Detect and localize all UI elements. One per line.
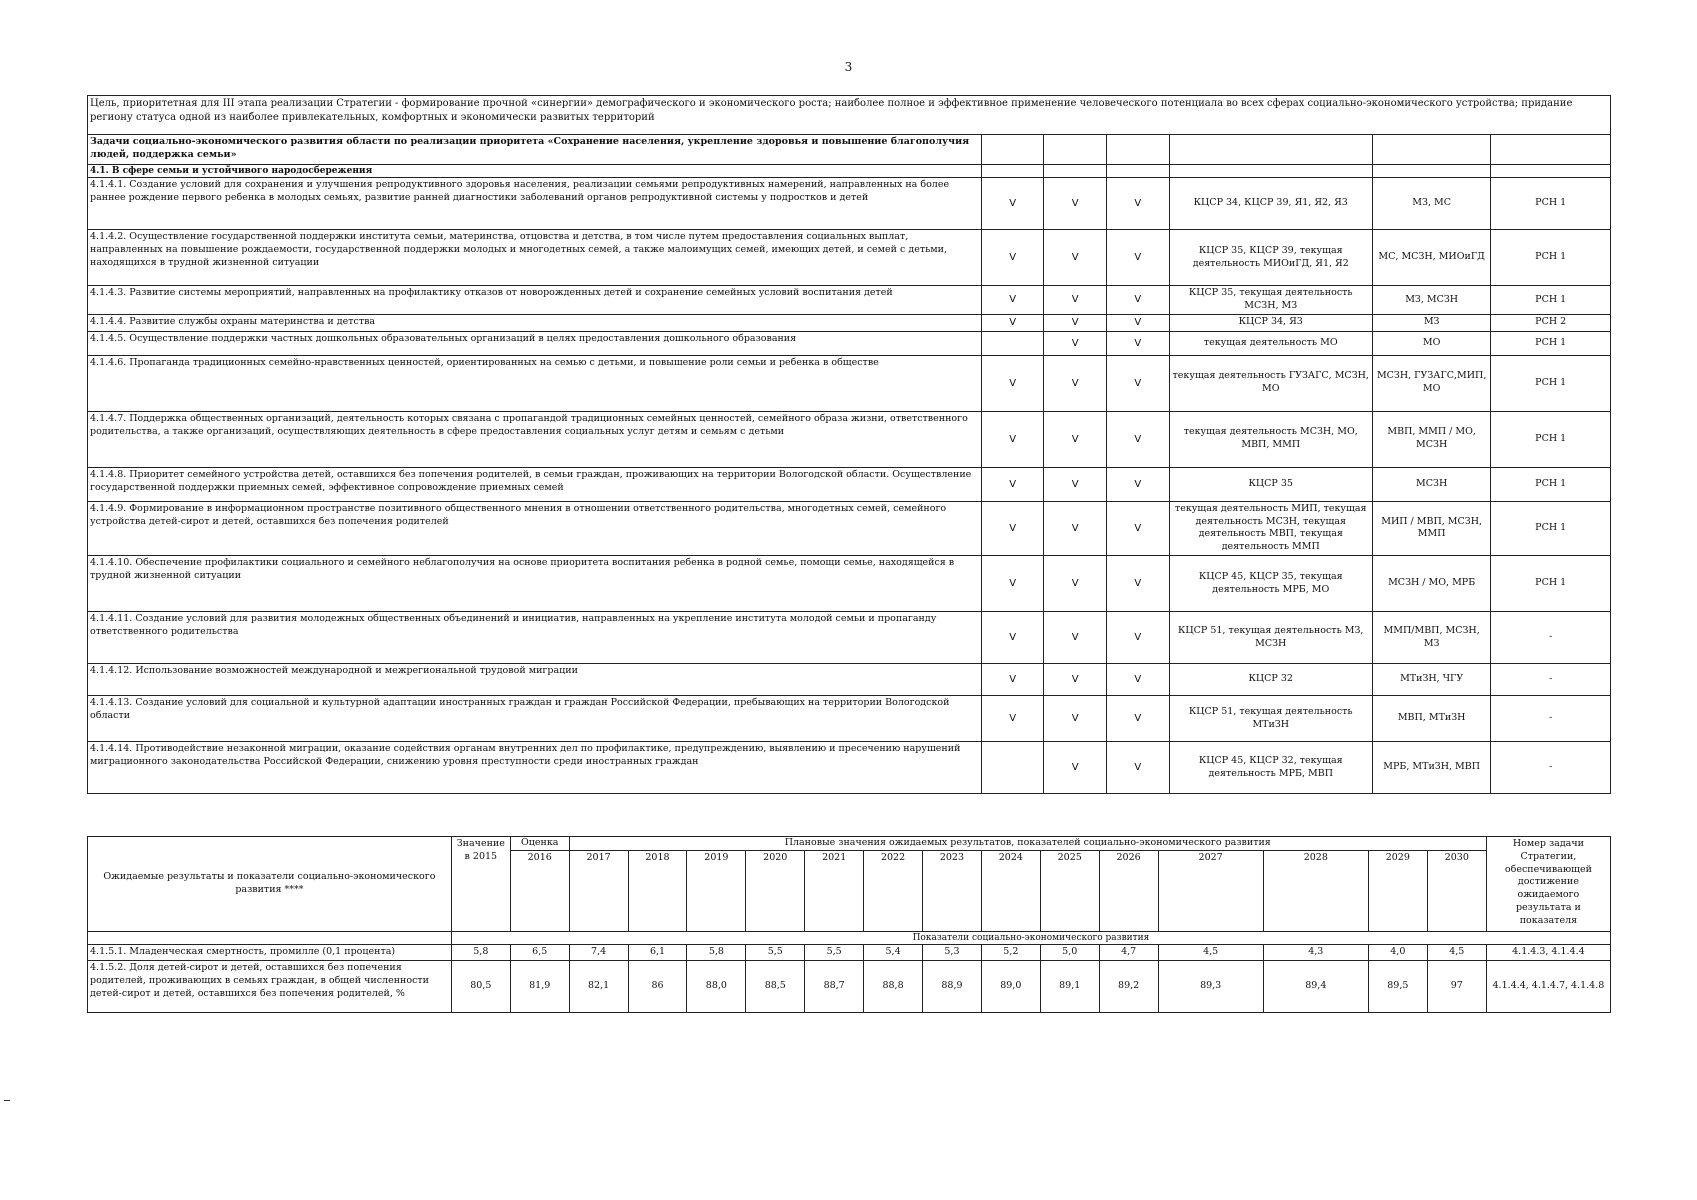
task-executors: МТиЗН, ЧГУ <box>1372 664 1490 696</box>
task-row <box>88 696 1611 742</box>
section-row <box>88 165 1611 178</box>
indicator-value: 89,4 <box>1263 960 1368 1012</box>
results-header-top <box>88 837 1611 851</box>
task-text: 4.1.4.11. Создание условий для развития молодежных общественных объединений и инициатив, направленных на укрепление института молодой семьи и пропаганду ответственного родительства <box>88 612 982 664</box>
year-header: 2025 <box>1040 850 1099 931</box>
indicator-value: 4,3 <box>1263 945 1368 961</box>
task-executors: МВП, МТиЗН <box>1372 696 1490 742</box>
indicator-value: 5,3 <box>923 945 982 961</box>
year-header: 2020 <box>746 850 805 931</box>
header-estimate: Оценка <box>510 837 569 851</box>
task-mark-stage1: V <box>981 664 1044 696</box>
task-executors: ММП/МВП, МСЗН, МЗ <box>1372 612 1490 664</box>
task-row <box>88 355 1611 411</box>
task-code: РСН 1 <box>1491 230 1611 286</box>
task-text: 4.1.4.6. Пропаганда традиционных семейно-нравственных ценностей, ориентированных на семью с детьми, и повышение роли семьи и ребенка в обществе <box>88 355 982 411</box>
task-text: 4.1.4.8. Приоритет семейного устройства детей, оставшихся без попечения родителей, в семьи граждан, проживающих на территории Вологодской области. Осуществление государственной поддержки приемных семей, эффективное сопровождение приемных семей <box>88 467 982 501</box>
task-mark-stage2: V <box>1044 612 1107 664</box>
tasks-header-row <box>88 135 1611 165</box>
indicator-value: 4,5 <box>1158 945 1263 961</box>
year-header: 2016 <box>510 850 569 931</box>
task-text: 4.1.4.5. Осуществление поддержки частных дошкольных образовательных организаций в целях предоставления дошкольного образования <box>88 331 982 355</box>
task-mark-stage2: V <box>1044 501 1107 555</box>
indicator-label: 4.1.5.1. Младенческая смертность, промилле (0,1 процента) <box>88 945 452 961</box>
year-header: 2029 <box>1368 850 1427 931</box>
task-row <box>88 612 1611 664</box>
task-code: - <box>1491 664 1611 696</box>
indicator-value: 5,8 <box>687 945 746 961</box>
indicator-task-numbers: 4.1.4.4, 4.1.4.7, 4.1.4.8 <box>1486 960 1610 1012</box>
task-text: 4.1.4.10. Обеспечение профилактики социального и семейного неблагополучия на основе приоритета воспитания ребенка в родной семье, помощи семье, находящейся в трудной жизненной ситуации <box>88 556 982 612</box>
indicator-value: 88,0 <box>687 960 746 1012</box>
task-executors: МЗ, МС <box>1372 178 1490 230</box>
indicator-value: 5,0 <box>1040 945 1099 961</box>
task-mark-stage1: V <box>981 355 1044 411</box>
indicator-value: 82,1 <box>569 960 628 1012</box>
task-mark-stage3: V <box>1107 742 1170 794</box>
section-title: 4.1. В сфере семьи и устойчивого народосбережения <box>88 165 982 178</box>
task-documents: текущая деятельность МСЗН, МО, МВП, ММП <box>1169 411 1372 467</box>
task-mark-stage3: V <box>1107 331 1170 355</box>
task-mark-stage2: V <box>1044 331 1107 355</box>
task-code: - <box>1491 742 1611 794</box>
task-mark-stage2: V <box>1044 178 1107 230</box>
task-text: 4.1.4.1. Создание условий для сохранения и улучшения репродуктивного здоровья населения, реализации семьями репродуктивных намерений, направленных на более раннее рождение первого ребенка в молодых семьях, развитие ранней диагностики заболеваний органов репродуктивной системы у подростков и детей <box>88 178 982 230</box>
task-row <box>88 742 1611 794</box>
task-text: 4.1.4.9. Формирование в информационном пространстве позитивного общественного мнения в отношении ответственного родительства, многодетных семей, семейного устройства детей-сирот и детей, оставшихся без попечения родителей <box>88 501 982 555</box>
task-code: РСН 1 <box>1491 556 1611 612</box>
task-documents: КЦСР 35 <box>1169 467 1372 501</box>
task-code: РСН 1 <box>1491 286 1611 315</box>
margin-mark <box>4 1100 10 1101</box>
indicator-value: 5,4 <box>864 945 923 961</box>
indicator-value: 81,9 <box>510 960 569 1012</box>
page-number: 3 <box>844 60 853 74</box>
task-code: РСН 1 <box>1491 331 1611 355</box>
header-planned: Плановые значения ожидаемых результатов, показателей социально-экономического развития <box>569 837 1486 851</box>
task-mark-stage2: V <box>1044 230 1107 286</box>
task-text: 4.1.4.4. Развитие службы охраны материнства и детства <box>88 314 982 331</box>
task-mark-stage1: V <box>981 230 1044 286</box>
task-code: - <box>1491 696 1611 742</box>
task-mark-stage1: V <box>981 501 1044 555</box>
indicator-value: 88,8 <box>864 960 923 1012</box>
task-code: РСН 1 <box>1491 501 1611 555</box>
indicator-value-2015: 80,5 <box>451 960 510 1012</box>
task-mark-stage1: V <box>981 411 1044 467</box>
task-code: РСН 1 <box>1491 411 1611 467</box>
year-header: 2018 <box>628 850 687 931</box>
indicator-value: 89,3 <box>1158 960 1263 1012</box>
task-mark-stage2: V <box>1044 314 1107 331</box>
indicator-value-2015: 5,8 <box>451 945 510 961</box>
task-code: РСН 2 <box>1491 314 1611 331</box>
task-mark-stage1: V <box>981 556 1044 612</box>
year-header: 2017 <box>569 850 628 931</box>
task-executors: МСЗН / МО, МРБ <box>1372 556 1490 612</box>
task-mark-stage3: V <box>1107 178 1170 230</box>
task-code: РСН 1 <box>1491 355 1611 411</box>
task-mark-stage3: V <box>1107 314 1170 331</box>
indicator-task-numbers: 4.1.4.3, 4.1.4.4 <box>1486 945 1610 961</box>
indicator-value: 88,7 <box>805 960 864 1012</box>
indicator-value: 4,7 <box>1099 945 1158 961</box>
task-documents: КЦСР 32 <box>1169 664 1372 696</box>
task-mark-stage3: V <box>1107 501 1170 555</box>
task-row <box>88 556 1611 612</box>
task-mark-stage3: V <box>1107 696 1170 742</box>
header-value-2015: Значение в 2015 <box>451 837 510 932</box>
indicator-value: 88,5 <box>746 960 805 1012</box>
indicator-row <box>88 945 1611 961</box>
task-documents: текущая деятельность МО <box>1169 331 1372 355</box>
year-header: 2021 <box>805 850 864 931</box>
indicator-value: 6,5 <box>510 945 569 961</box>
task-row <box>88 178 1611 230</box>
task-mark-stage3: V <box>1107 556 1170 612</box>
indicator-value: 89,2 <box>1099 960 1158 1012</box>
results-section-row <box>88 932 1611 945</box>
results-section-title: Показатели социально-экономического развития <box>451 932 1610 945</box>
task-mark-stage2: V <box>1044 742 1107 794</box>
indicator-value: 89,0 <box>981 960 1040 1012</box>
task-row <box>88 286 1611 315</box>
task-mark-stage1: V <box>981 286 1044 315</box>
task-text: 4.1.4.7. Поддержка общественных организаций, деятельность которых связана с пропагандой традиционных семейных ценностей, семейного образа жизни, ответственного родительства, а также организаций, осуществляющих деятельность в сфере предоставления социальных услуг детям и семьям с детьми <box>88 411 982 467</box>
year-header: 2019 <box>687 850 746 931</box>
task-documents: КЦСР 51, текущая деятельность МЗ, МСЗН <box>1169 612 1372 664</box>
task-code: РСН 1 <box>1491 467 1611 501</box>
task-text: 4.1.4.12. Использование возможностей международной и межрегиональной трудовой миграции <box>88 664 982 696</box>
task-row <box>88 664 1611 696</box>
tasks-header: Задачи социально-экономического развития области по реализации приоритета «Сохранение населения, укрепление здоровья и повышение благополучия людей, поддержка семьи» <box>88 135 982 165</box>
indicator-value: 88,9 <box>923 960 982 1012</box>
indicator-value: 89,1 <box>1040 960 1099 1012</box>
task-mark-stage2: V <box>1044 355 1107 411</box>
task-documents: КЦСР 34, КЦСР 39, Я1, Я2, Я3 <box>1169 178 1372 230</box>
task-mark-stage1: V <box>981 467 1044 501</box>
results-label: Ожидаемые результаты и показатели социально-экономического развития **** <box>88 837 452 932</box>
task-text: 4.1.4.14. Противодействие незаконной миграции, оказание содействия органам внутренних дел по профилактике, предупреждению, выявлению и пресечению нарушений миграционного законодательства Российской Федерации, снижению уровня преступности среди иностранных граждан <box>88 742 982 794</box>
header-task-number: Номер задачи Стратегии, обеспечивающей достижение ожидаемого результата и показателя <box>1486 837 1610 932</box>
task-mark-stage2: V <box>1044 556 1107 612</box>
task-documents: КЦСР 51, текущая деятельность МТиЗН <box>1169 696 1372 742</box>
task-documents: текущая деятельность МИП, текущая деятельность МСЗН, текущая деятельность МВП, текущая деятельность ММП <box>1169 501 1372 555</box>
year-header: 2028 <box>1263 850 1368 931</box>
year-header: 2026 <box>1099 850 1158 931</box>
task-executors: МСЗН <box>1372 467 1490 501</box>
task-mark-stage3: V <box>1107 411 1170 467</box>
indicator-value: 4,5 <box>1427 945 1486 961</box>
task-row <box>88 331 1611 355</box>
task-documents: текущая деятельность ГУЗАГС, МСЗН, МО <box>1169 355 1372 411</box>
task-mark-stage1 <box>981 331 1044 355</box>
task-row <box>88 411 1611 467</box>
task-mark-stage2: V <box>1044 467 1107 501</box>
task-documents: КЦСР 45, КЦСР 32, текущая деятельность МРБ, МВП <box>1169 742 1372 794</box>
indicator-value: 97 <box>1427 960 1486 1012</box>
task-documents: КЦСР 34, Я3 <box>1169 314 1372 331</box>
indicator-value: 7,4 <box>569 945 628 961</box>
task-mark-stage3: V <box>1107 467 1170 501</box>
task-row <box>88 230 1611 286</box>
indicator-value: 6,1 <box>628 945 687 961</box>
task-mark-stage2: V <box>1044 411 1107 467</box>
task-mark-stage3: V <box>1107 355 1170 411</box>
task-text: 4.1.4.13. Создание условий для социальной и культурной адаптации иностранных граждан и граждан Российской Федерации, пребывающих на территории Вологодской области <box>88 696 982 742</box>
indicator-value: 5,5 <box>746 945 805 961</box>
goal-text: Цель, приоритетная для III этапа реализации Стратегии - формирование прочной «синергии» демографического и экономического роста; наиболее полное и эффективное применение человеческого потенциала во всех сферах социально-экономического устройства; придание региону статуса одной из наиболее привлекательных, комфортных и экономически развитых территорий <box>88 96 1611 135</box>
results-table <box>87 836 1611 1013</box>
task-mark-stage1: V <box>981 314 1044 331</box>
year-header: 2022 <box>864 850 923 931</box>
task-executors: МИП / МВП, МСЗН, ММП <box>1372 501 1490 555</box>
task-mark-stage2: V <box>1044 286 1107 315</box>
task-text: 4.1.4.2. Осуществление государственной поддержки института семьи, материнства, отцовства и детства, в том числе путем предоставления социальных выплат, направленных на повышение рождаемости, государственной поддержки молодых и многодетных семей, а также малоимущих семей, имеющих детей, и семей с детьми, находящихся в трудной жизненной ситуации <box>88 230 982 286</box>
task-row <box>88 467 1611 501</box>
task-documents: КЦСР 35, текущая деятельность МСЗН, МЗ <box>1169 286 1372 315</box>
year-header: 2024 <box>981 850 1040 931</box>
task-mark-stage1 <box>981 742 1044 794</box>
task-mark-stage1: V <box>981 696 1044 742</box>
task-code: РСН 1 <box>1491 178 1611 230</box>
task-executors: МЗ, МСЗН <box>1372 286 1490 315</box>
task-mark-stage2: V <box>1044 664 1107 696</box>
indicator-value: 89,5 <box>1368 960 1427 1012</box>
task-documents: КЦСР 35, КЦСР 39, текущая деятельность МИОиГД, Я1, Я2 <box>1169 230 1372 286</box>
task-mark-stage3: V <box>1107 286 1170 315</box>
goal-row <box>88 96 1611 135</box>
year-header: 2027 <box>1158 850 1263 931</box>
task-mark-stage2: V <box>1044 696 1107 742</box>
indicator-value: 5,2 <box>981 945 1040 961</box>
task-mark-stage3: V <box>1107 664 1170 696</box>
indicator-value: 86 <box>628 960 687 1012</box>
task-executors: МС, МСЗН, МИОиГД <box>1372 230 1490 286</box>
task-mark-stage3: V <box>1107 612 1170 664</box>
task-executors: МРБ, МТиЗН, МВП <box>1372 742 1490 794</box>
task-row <box>88 314 1611 331</box>
indicator-value: 5,5 <box>805 945 864 961</box>
task-executors: МО <box>1372 331 1490 355</box>
task-row <box>88 501 1611 555</box>
task-mark-stage1: V <box>981 178 1044 230</box>
indicator-label: 4.1.5.2. Доля детей-сирот и детей, оставшихся без попечения родителей, проживающих в семьях граждан, в общей численности детей-сирот и детей, оставшихся без попечения родителей, % <box>88 960 452 1012</box>
task-executors: МЗ <box>1372 314 1490 331</box>
indicator-row <box>88 960 1611 1012</box>
year-header: 2030 <box>1427 850 1486 931</box>
task-documents: КЦСР 45, КЦСР 35, текущая деятельность МРБ, МО <box>1169 556 1372 612</box>
indicator-value: 4,0 <box>1368 945 1427 961</box>
task-text: 4.1.4.3. Развитие системы мероприятий, направленных на профилактику отказов от новорожденных детей и сохранение семейных условий воспитания детей <box>88 286 982 315</box>
task-mark-stage1: V <box>981 612 1044 664</box>
year-header: 2023 <box>923 850 982 931</box>
task-code: - <box>1491 612 1611 664</box>
tasks-table <box>87 95 1611 794</box>
task-executors: МСЗН, ГУЗАГС,МИП, МО <box>1372 355 1490 411</box>
task-executors: МВП, ММП / МО, МСЗН <box>1372 411 1490 467</box>
task-mark-stage3: V <box>1107 230 1170 286</box>
